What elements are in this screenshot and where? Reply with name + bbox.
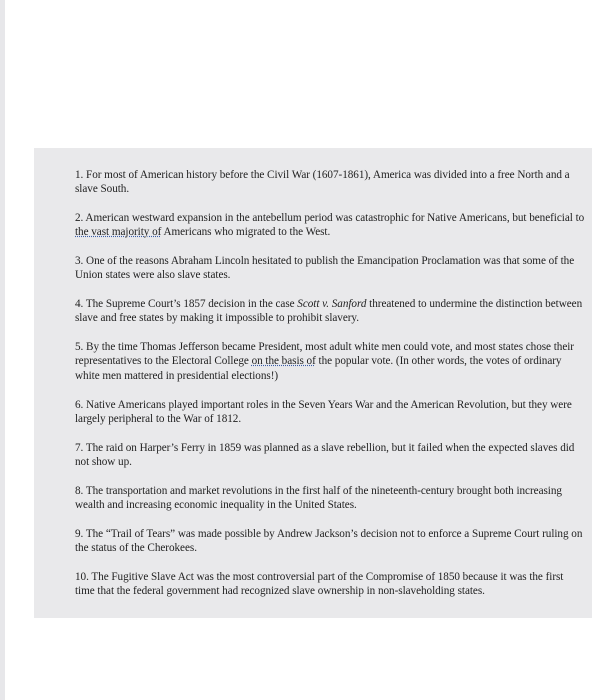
- statement-4-case-name: Scott v. Sanford: [297, 298, 367, 310]
- statement-4-text-end: threatened to undermine the distinction between slave and free states by making it impossible to prohibit slavery.: [75, 298, 583, 325]
- statement-9: 9. The “Trail of Tears” was made possible by Andrew Jackson’s decision not to enforce a Supreme Court ruling on the status of the Cherokees.: [75, 528, 583, 555]
- statement-10: 10. The Fugitive Slave Act was the most controversial part of the Compromise of 1850 because it was the first time that the federal government had recognized slave ownership in non-slaveholding states.: [75, 571, 564, 598]
- statement-5-underlined-phrase: on the basis of: [251, 355, 316, 368]
- statement-2-text-end: Americans who migrated to the West.: [161, 226, 331, 239]
- page-edge: [0, 0, 5, 700]
- statement-5-text-start: 5. By the time Thomas Jefferson became President, most adult white men could vote, and most states chose their representatives to the Electoral College: [75, 341, 574, 368]
- statement-2: [75, 211, 585, 240]
- statement-8: 8. The transportation and market revolutions in the first half of the nineteenth-century brought both increasing wealth and increasing economic inequality in the United States.: [75, 485, 562, 512]
- statement-6: 6. Native Americans played important roles in the Seven Years War and the American Revolution, but they were largely peripheral to the War of 1812.: [75, 399, 572, 426]
- statement-1: 1. For most of American history before the Civil War (1607-1861), America was divided into a free North and a slave South.: [75, 169, 570, 196]
- statement-2-text-start: 2. American westward expansion in the antebellum period was catastrophic for Native Americans, but beneficial to: [75, 212, 585, 224]
- statement-4-text-start: 4. The Supreme Court’s 1857 decision in the case: [75, 298, 298, 310]
- document-sheet: [34, 148, 592, 618]
- statement-5-text-end: the popular vote. (In other words, the votes of ordinary white men mattered in presidential elections!): [75, 355, 562, 382]
- statement-2-underlined-phrase: the vast majority of: [75, 226, 162, 239]
- statement-5: [75, 340, 585, 383]
- statement-3: 3. One of the reasons Abraham Lincoln hesitated to publish the Emancipation Proclamation was that some of the Union states were also slave states.: [75, 255, 575, 282]
- statement-7: 7. The raid on Harper’s Ferry in 1859 was planned as a slave rebellion, but it failed when the expected slaves did not show up.: [75, 442, 575, 469]
- statement-4: [75, 297, 585, 326]
